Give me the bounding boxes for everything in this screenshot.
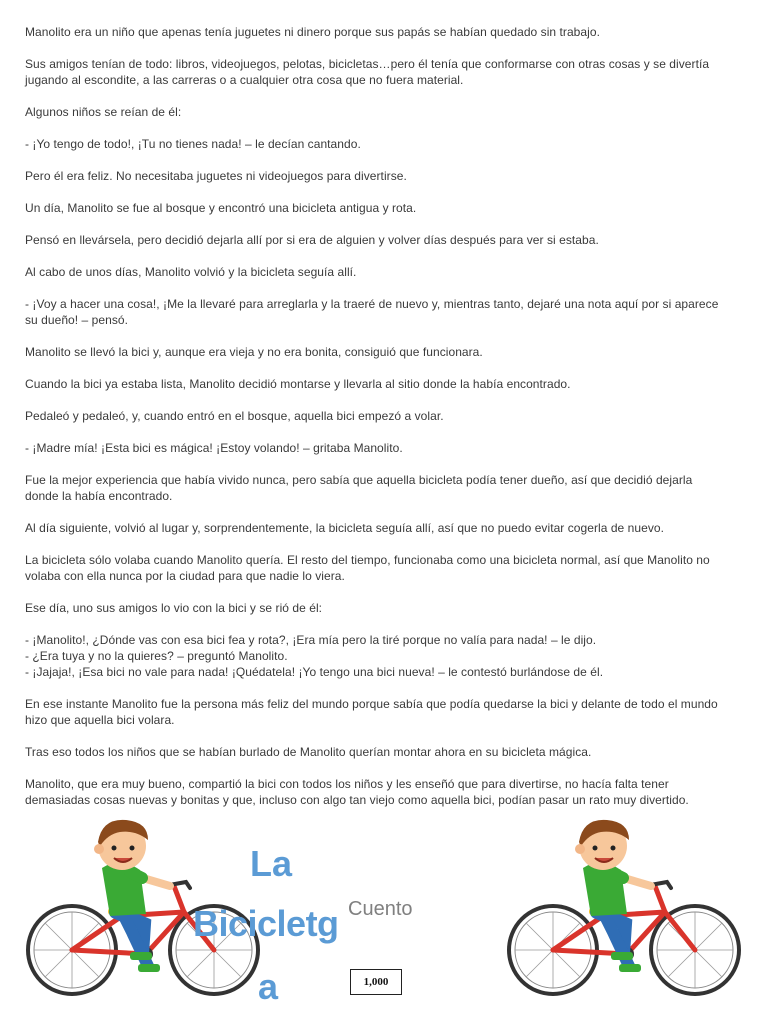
story-paragraph	[25, 136, 747, 152]
story-line: Manolito era un niño que apenas tenía juguetes ni dinero porque sus papás se habían quedado sin trabajo.	[25, 25, 600, 39]
cover-title-line-1: La	[250, 843, 293, 884]
story-line: Al cabo de unos días, Manolito volvió y la bicicleta seguía allí.	[25, 265, 357, 279]
story-line: - ¡Manolito!, ¿Dónde vas con esa bici fea y rota?, ¡Era mía pero la tiré porque no valía para nada! – le dijo.	[25, 633, 597, 647]
story-line: - ¡Yo tengo de todo!, ¡Tu no tienes nada! – le decían cantando.	[25, 137, 361, 151]
story-line: Pedaleó y pedaleó, y, cuando entró en el bosque, aquella bici empezó a volar.	[25, 409, 444, 423]
story-line: hizo que aquella bici volara.	[25, 713, 175, 727]
cover-title-line-3: a	[258, 966, 279, 1007]
story-line: Cuando la bici ya estaba lista, Manolito decidió montarse y llevarla al sitio donde la había encontrado.	[25, 377, 571, 391]
story-paragraph	[25, 408, 747, 424]
story-paragraph	[25, 600, 747, 616]
story-line: Ese día, uno sus amigos lo vio con la bici y se rió de él:	[25, 601, 323, 615]
story-paragraph	[25, 376, 747, 392]
story-line: Pensó en llevársela, pero decidió dejarla allí por si era de alguien y volver días después para ver si estaba.	[25, 233, 599, 247]
story-paragraph	[25, 24, 747, 40]
story-line: donde la había encontrado.	[25, 489, 173, 503]
story-paragraph	[25, 632, 747, 680]
story-line: Sus amigos tenían de todo: libros, videojuegos, pelotas, bicicletas…pero él tenía que conformarse con otras cosas y se divertía	[25, 57, 710, 71]
story-line: demasiadas cosas nuevas y bonitas y que, incluso con algo tan viejo como aquella bici, podían pasar un rato muy divertido.	[25, 793, 689, 807]
story-paragraph	[25, 696, 747, 728]
story-paragraph	[25, 552, 747, 584]
story-paragraph	[25, 232, 747, 248]
story-paragraph	[25, 344, 747, 360]
story-line: Tras eso todos los niños que se habían burlado de Manolito querían montar ahora en su bicicleta mágica.	[25, 745, 592, 759]
story-line: volaba con ella nunca por la ciudad para que nadie lo viera.	[25, 569, 345, 583]
story-line: su dueño! – pensó.	[25, 313, 128, 327]
story-line: Fue la mejor experiencia que había vivido nunca, pero sabía que aquella bicicleta podía tener dueño, así que decidió dejarla	[25, 473, 693, 487]
story-line: - ¡Jajaja!, ¡Esa bici no vale para nada! ¡Quédatela! ¡Yo tengo una bici nueva! – le contestó burlándose de él.	[25, 665, 604, 679]
story-paragraph	[25, 776, 747, 808]
story-line: jugando al escondite, a las carreras o a cualquier otra cosa que no fuera material.	[25, 73, 464, 87]
story-line: Al día siguiente, volvió al lugar y, sorprendentemente, la bicicleta seguía allí, así que no puedo evitar cogerla de nuevo.	[25, 521, 664, 535]
story-line: Un día, Manolito se fue al bosque y encontró una bicicleta antigua y rota.	[25, 201, 417, 215]
count-badge: 1,000	[350, 969, 402, 995]
story-line: En ese instante Manolito fue la persona más feliz del mundo porque sabía que podía quedarse la bici y delante de todo el mundo	[25, 697, 718, 711]
story-line: La bicicleta sólo volaba cuando Manolito quería. El resto del tiempo, funcionaba como una bicicleta normal, así que Manolito no	[25, 553, 710, 567]
story-paragraph	[25, 264, 747, 280]
cover-section	[0, 810, 768, 1024]
story-paragraph	[25, 104, 747, 120]
cover-subtitle: Cuento	[348, 898, 413, 920]
story-paragraph	[25, 472, 747, 504]
story-text	[25, 24, 747, 824]
story-paragraph	[25, 168, 747, 184]
story-line: Manolito se llevó la bici y, aunque era vieja y no era bonita, consiguió que funcionara.	[25, 345, 483, 359]
story-line: - ¡Madre mía! ¡Esta bici es mágica! ¡Estoy volando! – gritaba Manolito.	[25, 441, 403, 455]
story-paragraph	[25, 200, 747, 216]
boy-on-bicycle-illustration	[505, 816, 745, 996]
story-paragraph	[25, 56, 747, 88]
story-line: - ¿Era tuya y no la quieres? – preguntó Manolito.	[25, 649, 288, 663]
cover-title-line-2: Bicicletg	[193, 903, 339, 944]
story-paragraph	[25, 744, 747, 760]
story-paragraph	[25, 296, 747, 328]
story-line: Algunos niños se reían de él:	[25, 105, 182, 119]
story-paragraph	[25, 520, 747, 536]
story-line: Manolito, que era muy bueno, compartió la bici con todos los niños y les enseñó que para divertirse, no hacía falta tener	[25, 777, 669, 791]
story-line: - ¡Voy a hacer una cosa!, ¡Me la llevaré para arreglarla y la traeré de nuevo y, mientras tanto, dejaré una nota aquí por si aparece	[25, 297, 719, 311]
story-paragraph	[25, 440, 747, 456]
story-line: Pero él era feliz. No necesitaba juguetes ni videojuegos para divertirse.	[25, 169, 407, 183]
